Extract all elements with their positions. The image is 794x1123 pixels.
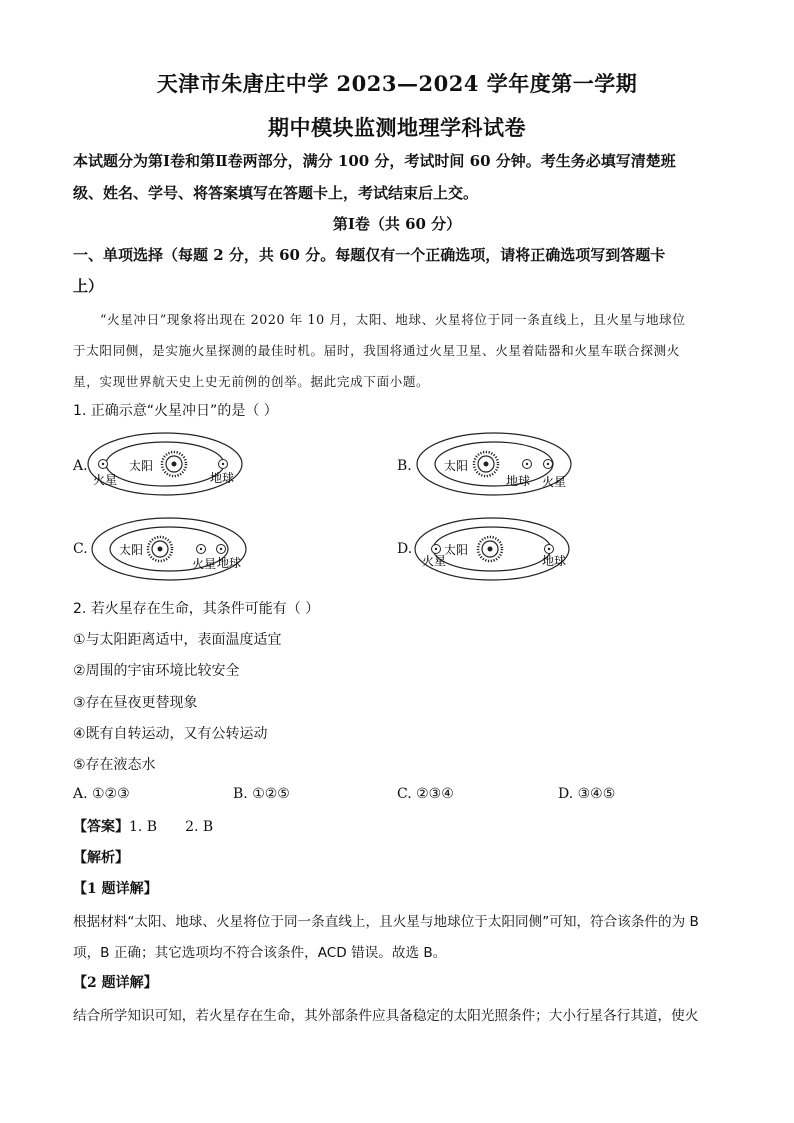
q1-detail-line1: 根据材料“太阳、地球、火星将位于同一条直线上，且火星与地球位于太阳同侧”可知，符合该条件的为 B xyxy=(73,914,699,930)
sun-label: 太阳 xyxy=(119,543,144,557)
q1-option-b-diagram xyxy=(414,430,574,498)
earth-icon xyxy=(523,460,532,469)
exam-title-line1: 天津市朱唐庄中学 2023—2024 学年度第一学期 xyxy=(156,71,638,96)
answer-1: 1. B xyxy=(129,819,158,835)
q1-stem: 1. 正确示意“火星冲日”的是（ ） xyxy=(73,403,278,419)
sun-icon xyxy=(162,452,186,476)
q2-item-3: ③存在昼夜更替现象 xyxy=(73,695,198,711)
earth-label: 地球 xyxy=(217,556,242,570)
instructions-line2: 级、姓名、学号、将答案填写在答题卡上，考试结束后上交。 xyxy=(73,184,479,202)
q1-option-b-label: B. xyxy=(397,458,412,474)
sun-icon xyxy=(478,537,502,561)
mars-icon xyxy=(197,545,206,554)
q1-detail-tag: 【1 题详解】 xyxy=(73,881,158,897)
earth-label: 地球 xyxy=(542,554,567,568)
sun-label: 太阳 xyxy=(129,459,154,473)
mars-label: 火星 xyxy=(542,475,567,489)
q1-detail-line2: 项，B 正确；其它选项均不符合该条件，ACD 错误。故选 B。 xyxy=(73,945,447,961)
sun-icon xyxy=(148,537,172,561)
section-title: 第Ⅰ卷（共 60 分） xyxy=(332,215,462,233)
q2-item-2: ②周围的宇宙环境比较安全 xyxy=(73,663,240,679)
q2-detail-line1: 结合所学知识可知，若火星存在生命，其外部条件应具备稳定的太阳光照条件；大小行星各行其道，使火 xyxy=(73,1008,699,1024)
q2-choice-d: D. ③④⑤ xyxy=(558,786,616,802)
mars-label: 火星 xyxy=(93,473,118,487)
earth-icon xyxy=(219,460,228,469)
q2-item-1: ①与太阳距离适中，表面温度适宜 xyxy=(73,632,282,648)
q2-detail-tag: 【2 题详解】 xyxy=(73,975,158,991)
q2-choice-b: B. ①②⑤ xyxy=(233,786,290,802)
answer-2: 2. B xyxy=(185,819,214,835)
q1-option-a-diagram xyxy=(85,430,245,498)
q1-option-c-diagram xyxy=(89,515,249,583)
sun-icon xyxy=(474,452,498,476)
mars-icon xyxy=(544,460,553,469)
part1-heading-line2: 上） xyxy=(73,277,104,295)
q2-item-4: ④既有自转运动，又有公转运动 xyxy=(73,726,268,742)
material-line2: 于太阳同侧，是实施火星探测的最佳时机。届时，我国将通过火星卫星、火星着陆器和火星车联合探测火 xyxy=(73,343,680,358)
q2-choice-a: A. ①②③ xyxy=(73,786,130,802)
answer-line xyxy=(73,816,723,836)
exam-title-line2: 期中模块监测地理学科试卷 xyxy=(268,115,526,140)
material-line3: 星，实现世界航天史上史无前例的创举。据此完成下面小题。 xyxy=(73,374,430,389)
earth-label: 地球 xyxy=(210,471,235,485)
mars-icon xyxy=(99,460,108,469)
mars-label: 火星 xyxy=(422,554,447,568)
answer-tag: 【答案】 xyxy=(73,819,129,835)
q2-item-5: ⑤存在液态水 xyxy=(73,757,156,773)
earth-label: 地球 xyxy=(506,474,531,488)
earth-icon xyxy=(545,545,554,554)
material-line1: “火星冲日”现象将出现在 2020 年 10 月，太阳、地球、火星将位于同一条直线上，且火星与地球位 xyxy=(100,312,686,327)
q1-option-d-label: D. xyxy=(397,541,413,557)
q1-option-c-label: C. xyxy=(73,541,88,557)
sun-label: 太阳 xyxy=(444,459,469,473)
instructions-line1: 本试题分为第Ⅰ卷和第Ⅱ卷两部分，满分 100 分，考试时间 60 分钟。考生务必填写清楚班 xyxy=(73,152,676,170)
q1-option-a-label: A. xyxy=(73,458,88,474)
part1-heading-line1: 一、单项选择（每题 2 分，共 60 分。每题仅有一个正确选项，请将正确选项写到答题卡 xyxy=(73,246,666,264)
earth-icon xyxy=(217,545,226,554)
sun-label: 太阳 xyxy=(444,543,469,557)
analysis-tag: 【解析】 xyxy=(73,850,129,866)
q2-stem: 2. 若火星存在生命，其条件可能有（ ） xyxy=(73,601,320,617)
mars-icon xyxy=(432,545,441,554)
q1-option-d-diagram xyxy=(412,515,572,583)
mars-label: 火星 xyxy=(192,557,217,571)
q2-choice-c: C. ②③④ xyxy=(397,786,454,802)
